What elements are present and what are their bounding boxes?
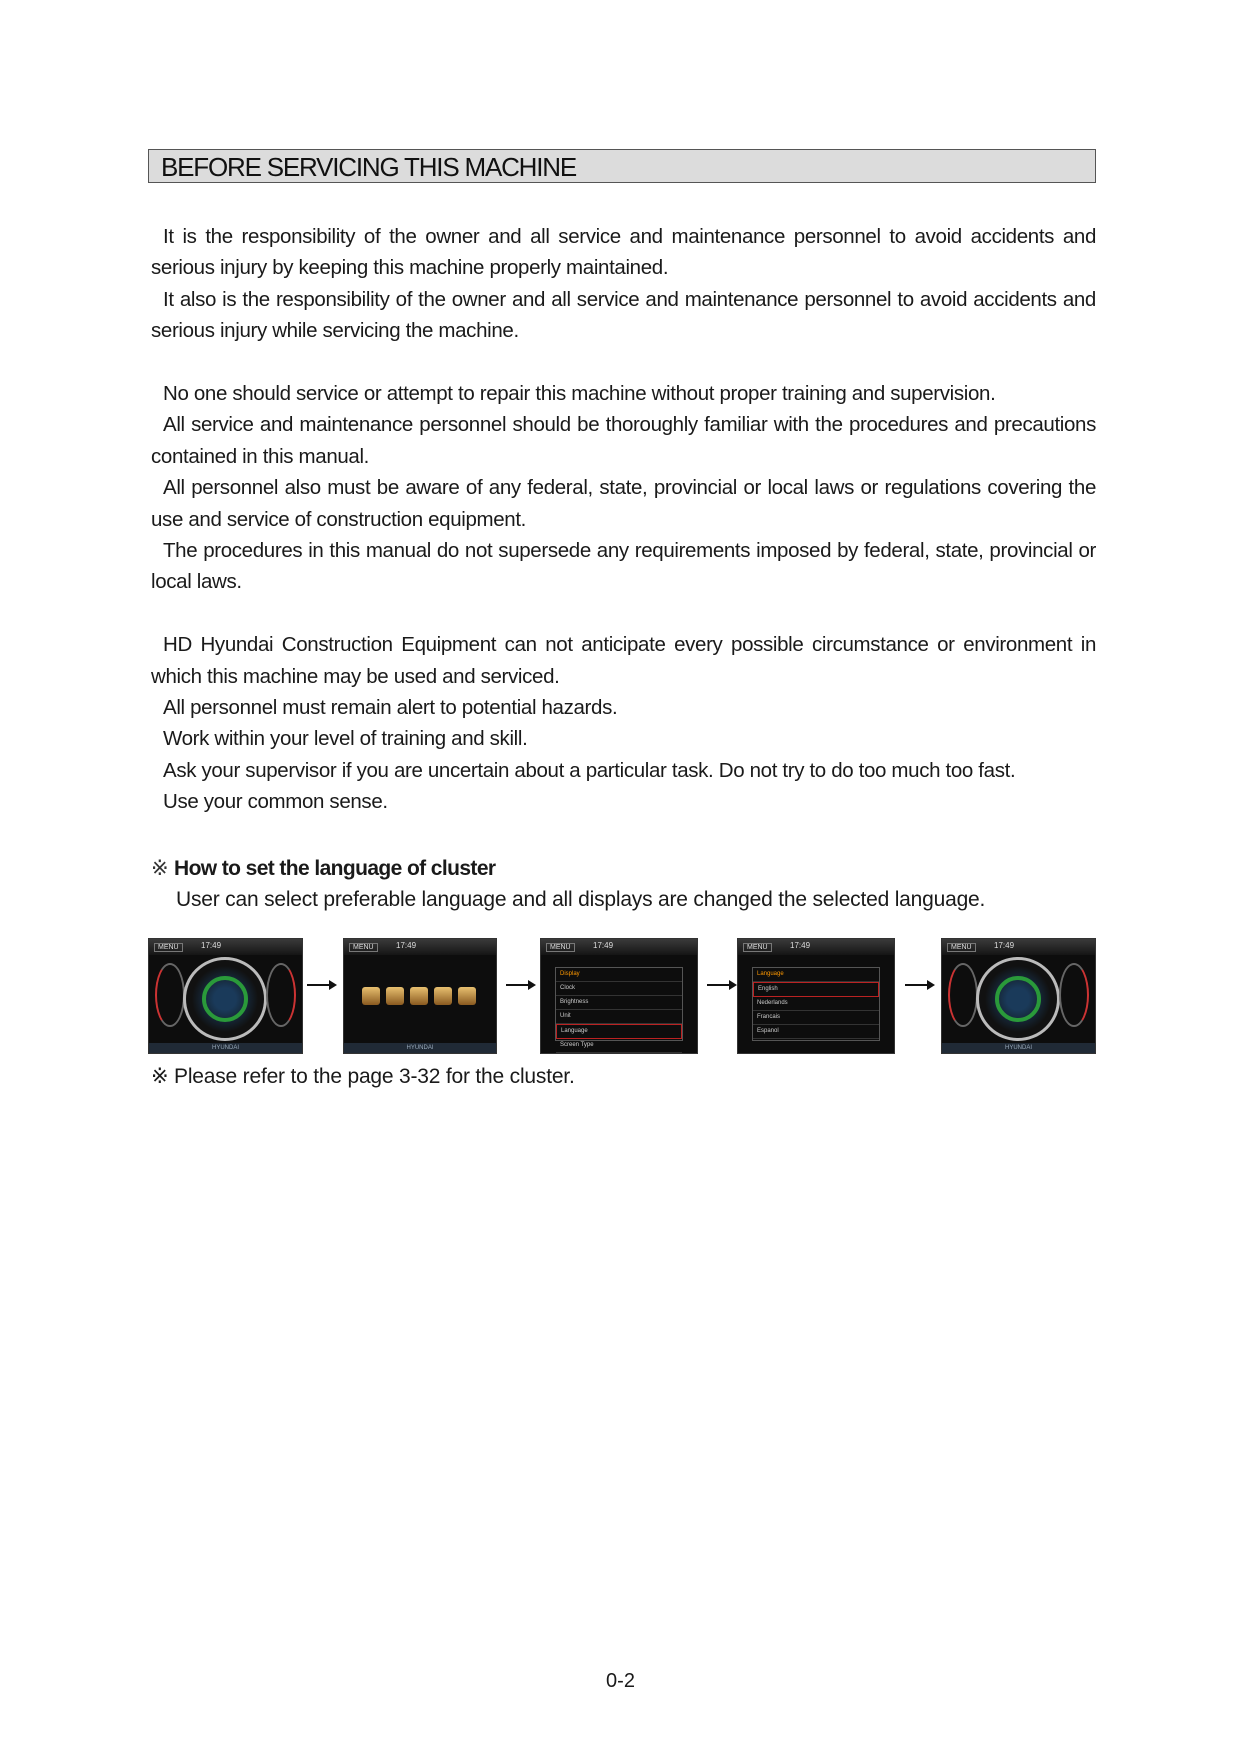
screen-top-bar [541,939,697,955]
section-header [148,149,1096,183]
section-title: BEFORE SERVICING THIS MACHINE [161,152,576,182]
menu-label: MENU [154,943,183,952]
menu-title: Display [556,968,682,982]
paragraph: All personnel must remain alert to potential hazards. [163,696,618,720]
paragraph: HD Hyundai Construction Equipment can not anticipate every possible circumstance or environment in which this machine may be used and serviced. [151,633,1096,688]
rpm-gauge [183,957,267,1041]
screen-brand: HYUNDAI [149,1043,302,1053]
display-menu-list [555,967,683,1048]
menu-row-unit: Unit [556,1010,682,1024]
menu-row-clock: Clock [556,982,682,996]
menu-label: MENU [743,943,772,952]
arrow-icon [307,984,333,986]
menu-icon-row [362,987,476,1005]
cluster-screen-main-menu [343,938,497,1054]
gauge-ring [202,976,248,1022]
menu-row-brightness: Brightness [556,996,682,1010]
paragraph: All service and maintenance personnel should be thoroughly familiar with the procedures and precautions contained in this manual. [151,413,1096,468]
cluster-screen-gauge [941,938,1096,1054]
language-heading [151,856,495,881]
cluster-screen-gauge [148,938,303,1054]
clock-readout: 17:49 [201,941,222,950]
footnote: ※ Please refer to the page 3-32 for the cluster. [151,1065,575,1088]
screen-top-bar [344,939,496,955]
paragraph: Ask your supervisor if you are uncertain about a particular task. Do not try to do too much too fast. [163,758,1016,782]
reference-mark: ※ [151,857,168,880]
cluster-screen-language-menu [737,938,895,1054]
screen-top-bar [738,939,894,955]
language-option: Nederlands [753,997,879,1011]
management-icon [410,987,428,1005]
arrow-icon [905,984,931,986]
monitoring-icon [386,987,404,1005]
paragraph-spacer [151,347,1096,378]
arrow-icon [707,984,733,986]
menu-label: MENU [349,943,378,952]
clock-readout: 17:49 [994,941,1015,950]
right-dial [266,963,296,1027]
screen-top-bar [942,939,1095,955]
cluster-screen-display-menu [540,938,698,1054]
paragraph: All personnel also must be aware of any federal, state, provincial or local laws or regulations covering the use and service of construction equipment. [151,476,1096,531]
language-option: Espanol [753,1025,879,1039]
clock-readout: 17:49 [790,941,811,950]
page-number: 0-2 [606,1670,635,1692]
body-text [151,221,1096,818]
menu-row-language: Language [556,1024,682,1039]
arrow-icon [506,984,532,986]
paragraph: The procedures in this manual do not supersede any requirements imposed by federal, state, provincial or local laws. [151,539,1096,594]
menu-label: MENU [947,943,976,952]
left-dial [948,963,978,1027]
paragraph: Use your common sense. [163,790,388,814]
left-dial [155,963,185,1027]
menu-label: MENU [546,943,575,952]
screen-brand: HYUNDAI [942,1043,1095,1053]
screen-top-bar [149,939,302,955]
language-description: User can select preferable language and all displays are changed the selected language. [176,888,986,911]
paragraph-spacer [151,598,1096,629]
utilities-icon [458,987,476,1005]
menu-title: Language [753,968,879,982]
clock-readout: 17:49 [396,941,417,950]
mode-icon [362,987,380,1005]
paragraph: It also is the responsibility of the owner and all service and maintenance personnel to avoid accidents and serious injury while servicing the machine. [151,287,1096,343]
gauge-ring [995,976,1041,1022]
language-heading-text: How to set the language of cluster [174,857,496,880]
rpm-gauge [976,957,1060,1041]
clock-readout: 17:49 [593,941,614,950]
paragraph: It is the responsibility of the owner and all service and maintenance personnel to avoid accidents and serious injury by keeping this machine properly maintained. [151,225,1096,280]
menu-row-screen-type: Screen Type [556,1039,682,1053]
screen-brand: HYUNDAI [344,1043,496,1053]
language-option: English [753,982,879,997]
language-option: Francais [753,1011,879,1025]
display-icon [434,987,452,1005]
right-dial [1059,963,1089,1027]
paragraph: Work within your level of training and skill. [163,727,528,751]
paragraph: No one should service or attempt to repair this machine without proper training and supervision. [163,382,996,406]
language-menu-list [752,967,880,1041]
